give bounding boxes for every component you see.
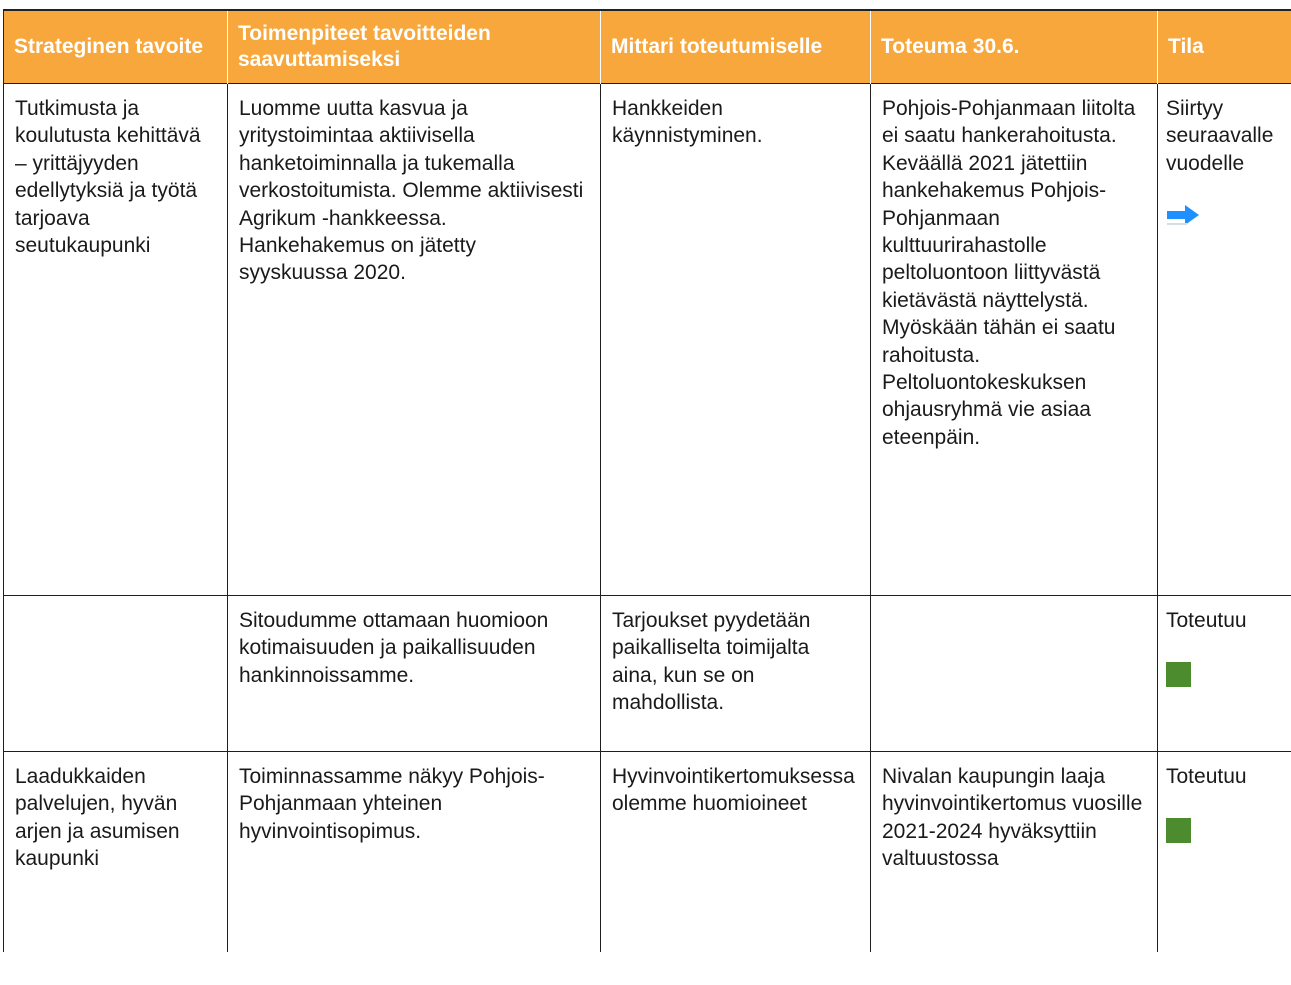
cell-mittari: Hyvinvointikertomuksessa olemme huomioineet xyxy=(601,752,871,952)
table-row xyxy=(4,596,1291,752)
arrow-right-icon xyxy=(1166,203,1200,227)
cell-toimenpiteet: Toiminnassamme näkyy Pohjois-Pohjanmaan yhteinen hyvinvointisopimus. xyxy=(228,752,601,952)
cell-toimenpiteet: Luomme uutta kasvua ja yritystoimintaa aktiivisella hanketoiminnalla ja tukemalla verkostoitumista. Olemme aktiivisesti Agrikum -hankkeessa. Hankehakemus on jätetty syyskuussa 2020. xyxy=(228,84,601,596)
header-tila: Tila xyxy=(1158,10,1291,84)
green-square-icon xyxy=(1166,818,1191,843)
cell-tavoite: Laadukkaiden palvelujen, hyvän arjen ja asumisen kaupunki xyxy=(4,752,228,952)
header-strateginen-tavoite: Strateginen tavoite xyxy=(4,10,228,84)
green-square-icon xyxy=(1166,662,1191,687)
status-text: Siirtyy seuraavalle vuodelle xyxy=(1166,97,1274,175)
cell-tila xyxy=(1158,84,1291,596)
table-row xyxy=(4,84,1291,596)
cell-mittari: Hankkeiden käynnistyminen. xyxy=(601,84,871,596)
cell-tila xyxy=(1158,596,1291,752)
cell-toteuma: Nivalan kaupungin laaja hyvinvointikertomus vuosille 2021-2024 hyväksyttiin valtuustossa xyxy=(871,752,1158,952)
status-text: Toteutuu xyxy=(1166,609,1247,632)
header-mittari: Mittari toteutumiselle xyxy=(601,10,871,84)
status-text: Toteutuu xyxy=(1166,765,1247,788)
cell-mittari: Tarjoukset pyydetään paikalliselta toimijalta aina, kun se on mahdollista. xyxy=(601,596,871,752)
cell-tavoite: Tutkimusta ja koulutusta kehittävä – yrittäjyyden edellytyksiä ja työtä tarjoava seutukaupunki xyxy=(4,84,228,596)
cell-toimenpiteet: Sitoudumme ottamaan huomioon kotimaisuuden ja paikallisuuden hankinnoissamme. xyxy=(228,596,601,752)
strategy-table xyxy=(3,9,1291,952)
table-row xyxy=(4,752,1291,952)
header-toteuma: Toteuma 30.6. xyxy=(871,10,1158,84)
cell-toteuma xyxy=(871,596,1158,752)
header-toimenpiteet: Toimenpiteet tavoitteiden saavuttamiseksi xyxy=(228,10,601,84)
cell-toteuma: Pohjois-Pohjanmaan liitolta ei saatu hankerahoitusta. Keväällä 2021 jätettiin hankehakemus Pohjois-Pohjanmaan kulttuurirahastolle peltoluontoon liittyvästä kietävästä näyttelystä. Myöskään tähän ei saatu rahoitusta. Peltoluontokeskuksen ohjausryhmä vie asiaa eteenpäin. xyxy=(871,84,1158,596)
cell-tavoite xyxy=(4,596,228,752)
header-row xyxy=(4,10,1291,84)
cell-tila xyxy=(1158,752,1291,952)
